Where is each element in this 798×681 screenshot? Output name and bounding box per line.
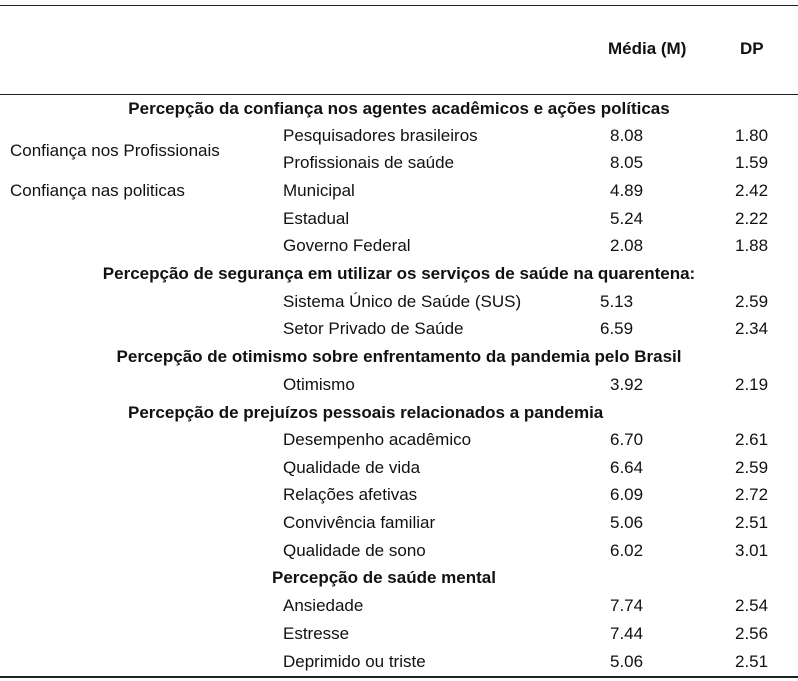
row-item: Qualidade de sono [283,541,426,560]
row-item: Ansiedade [283,596,364,615]
group-label: Confiança nos Profissionais [10,141,220,160]
row-sd: 2.42 [735,181,769,200]
row-item: Desempenho acadêmico [283,430,472,449]
row-sd: 1.80 [735,126,769,145]
row-mean: 3.92 [610,375,644,394]
row-mean: 5.06 [610,652,644,671]
row-item: Estresse [283,624,350,643]
group-label: Confiança nas politicas [10,181,185,200]
row-item: Sistema Único de Saúde (SUS) [283,292,522,311]
row-item: Profissionais de saúde [283,153,455,172]
row-mean: 6.59 [600,319,634,338]
row-mean: 2.08 [610,236,644,255]
row-item: Municipal [283,181,355,200]
row-item: Relações afetivas [283,485,418,504]
section-title: Percepção da confiança nos agentes acadêmicos e ações políticas [128,99,670,118]
row-mean: 7.74 [610,596,644,615]
row-sd: 2.51 [735,652,769,671]
row-item: Qualidade de vida [283,458,421,477]
top-rule [0,5,798,6]
row-item: Pesquisadores brasileiros [283,126,478,145]
bottom-rule [0,676,798,678]
row-item: Setor Privado de Saúde [283,319,464,338]
row-sd: 2.54 [735,596,769,615]
header-mean: Média (M) [608,39,687,58]
row-sd: 2.34 [735,319,769,338]
row-sd: 2.22 [735,209,769,228]
row-mean: 4.89 [610,181,644,200]
row-sd: 2.51 [735,513,769,532]
row-sd: 2.59 [735,458,769,477]
row-sd: 1.59 [735,153,769,172]
row-sd: 2.59 [735,292,769,311]
row-mean: 6.64 [610,458,644,477]
row-sd: 1.88 [735,236,769,255]
row-item: Convivência familiar [283,513,436,532]
row-item: Otimismo [283,375,355,394]
row-sd: 2.72 [735,485,769,504]
row-sd: 2.56 [735,624,769,643]
row-mean: 5.06 [610,513,644,532]
row-item: Estadual [283,209,350,228]
row-item: Deprimido ou triste [283,652,426,671]
row-sd: 2.19 [735,375,769,394]
row-mean: 5.24 [610,209,644,228]
row-sd: 3.01 [735,541,769,560]
header-rule [0,94,798,95]
section-title: Percepção de otimismo sobre enfrentamento da pandemia pelo Brasil [116,347,682,366]
section-title: Percepção de saúde mental [272,568,496,587]
section-title: Percepção de segurança em utilizar os serviços de saúde na quarentena: [102,264,696,283]
row-mean: 8.05 [610,153,644,172]
row-mean: 6.02 [610,541,644,560]
header-sd: DP [740,39,764,58]
row-mean: 8.08 [610,126,644,145]
row-item: Governo Federal [283,236,411,255]
section-title: Percepção de prejuízos pessoais relacionados a pandemia [128,403,604,422]
row-mean: 7.44 [610,624,644,643]
row-mean: 6.09 [610,485,644,504]
row-mean: 6.70 [610,430,644,449]
row-mean: 5.13 [600,292,634,311]
row-sd: 2.61 [735,430,769,449]
